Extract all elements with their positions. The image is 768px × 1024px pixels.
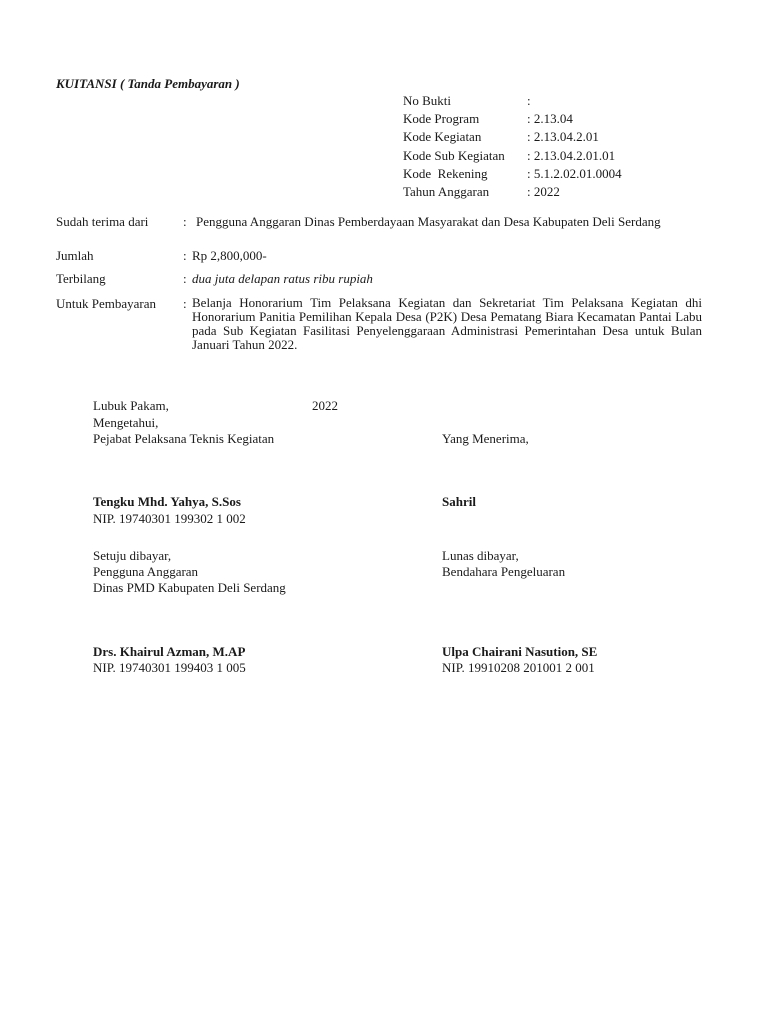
field-received-from (56, 214, 706, 248)
left-signer-1-role: Pejabat Pelaksana Teknis Kegiatan (93, 431, 275, 446)
acknowledged-label: Mengetahui, (93, 415, 159, 430)
code-value: : (527, 93, 531, 108)
code-label: No Bukti (403, 93, 452, 108)
field-colon: : (183, 271, 187, 286)
right-signer-2-line2: Bendahara Pengeluaran (442, 564, 566, 579)
field-value: Pengguna Anggaran Dinas Pemberdayaan Masyarakat dan Desa Kabupaten Deli Serdang (196, 214, 661, 229)
code-value: : 2022 (527, 184, 560, 199)
code-label: Kode Sub Kegiatan (403, 148, 505, 163)
field-amount (56, 248, 706, 266)
code-row-kode-sub-kegiatan (403, 148, 703, 166)
field-value: dua juta delapan ratus ribu rupiah (192, 271, 373, 286)
code-row-kode-kegiatan (403, 129, 703, 147)
year-label: 2022 (312, 398, 338, 413)
left-signer-2-nip: NIP. 19740301 199403 1 005 (93, 660, 246, 675)
field-label: Untuk Pembayaran (56, 296, 157, 311)
right-signer-1-name: Sahril (442, 494, 476, 509)
left-signer-2-name: Drs. Khairul Azman, M.AP (93, 644, 246, 659)
right-signer-1-role: Yang Menerima, (442, 431, 529, 446)
field-colon: : (183, 296, 187, 311)
left-signer-2-line1: Setuju dibayar, (93, 548, 172, 563)
code-label: Kode Kegiatan (403, 129, 482, 144)
right-signer-2-line1: Lunas dibayar, (442, 548, 519, 563)
code-value: : 2.13.04.2.01 (527, 129, 599, 144)
field-label: Jumlah (56, 248, 94, 263)
code-value: : 2.13.04.2.01.01 (527, 148, 616, 163)
left-signer-2-line3: Dinas PMD Kabupaten Deli Serdang (93, 580, 286, 595)
field-in-words (56, 271, 706, 289)
left-signer-1-name: Tengku Mhd. Yahya, S.Sos (93, 494, 241, 509)
code-row-no-bukti (403, 93, 703, 111)
code-value: : 2.13.04 (527, 111, 573, 126)
code-row-tahun-anggaran (403, 184, 703, 202)
code-label: Kode Rekening (403, 166, 488, 181)
field-colon: : (183, 214, 187, 229)
field-value: Belanja Honorarium Tim Pelaksana Kegiatan dan Sekretariat Tim Pelaksana Kegiatan dhi Honorarium Panitia Pemilihan Kepala Desa (P2K) Desa Pematang Biara Kecamatan Pantai Labu pada Sub Kegiatan Fasilitasi Penyelenggaraan Administrasi Pemerintahan Desa untuk Bulan Januari Tahun 2022. (192, 295, 702, 352)
field-value: Rp 2,800,000- (192, 248, 267, 263)
left-signer-1-nip: NIP. 19740301 199302 1 002 (93, 511, 246, 526)
document-title: KUITANSI ( Tanda Pembayaran ) (56, 76, 240, 91)
code-value: : 5.1.2.02.01.0004 (527, 166, 622, 181)
field-purpose (56, 296, 706, 356)
code-label: Tahun Anggaran (403, 184, 490, 199)
field-label: Terbilang (56, 271, 106, 286)
right-signer-2-nip: NIP. 19910208 201001 2 001 (442, 660, 595, 675)
code-label: Kode Program (403, 111, 480, 126)
code-row-kode-program (403, 111, 703, 129)
left-signer-2-line2: Pengguna Anggaran (93, 564, 199, 579)
field-colon: : (183, 248, 187, 263)
right-signer-2-name: Ulpa Chairani Nasution, SE (442, 644, 598, 659)
place-label: Lubuk Pakam, (93, 398, 169, 413)
code-row-kode-rekening (403, 166, 703, 184)
field-label: Sudah terima dari (56, 214, 149, 229)
